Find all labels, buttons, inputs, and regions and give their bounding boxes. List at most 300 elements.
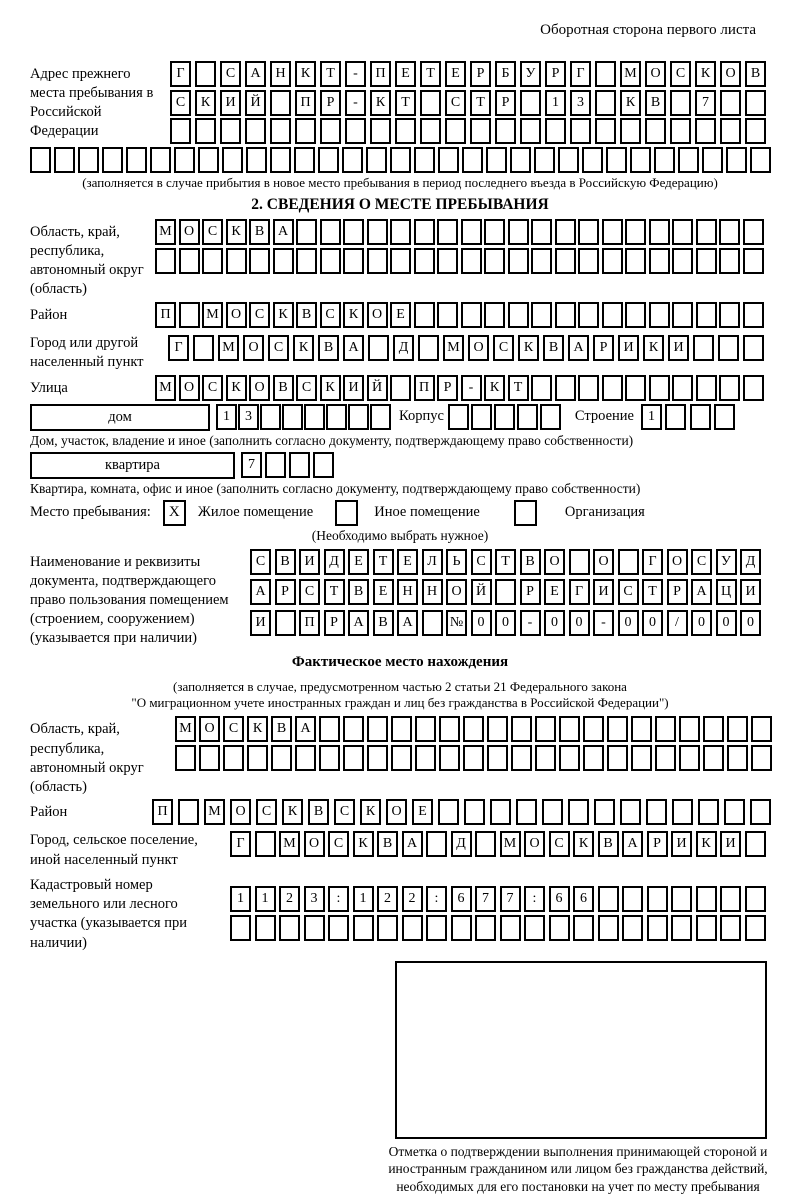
- char-cell[interactable]: С: [220, 61, 241, 87]
- char-cell[interactable]: [607, 745, 628, 771]
- char-cell[interactable]: [517, 404, 538, 430]
- char-cell[interactable]: [647, 915, 668, 941]
- char-cell[interactable]: [719, 302, 740, 328]
- char-cell[interactable]: Т: [324, 579, 345, 605]
- char-cell[interactable]: [222, 147, 243, 173]
- char-cell[interactable]: В: [275, 549, 296, 575]
- char-cell[interactable]: [625, 248, 646, 274]
- char-cell[interactable]: [578, 248, 599, 274]
- char-cell[interactable]: [578, 375, 599, 401]
- char-cell[interactable]: [714, 404, 735, 430]
- char-cell[interactable]: В: [543, 335, 564, 361]
- char-cell[interactable]: [279, 915, 300, 941]
- char-cell[interactable]: [420, 118, 441, 144]
- char-cell[interactable]: [126, 147, 147, 173]
- char-cell[interactable]: С: [202, 375, 223, 401]
- char-cell[interactable]: [511, 745, 532, 771]
- char-cell[interactable]: /: [667, 610, 688, 636]
- char-cell[interactable]: [720, 90, 741, 116]
- char-cell[interactable]: [202, 248, 223, 274]
- char-cell[interactable]: [437, 302, 458, 328]
- char-cell[interactable]: И: [250, 610, 271, 636]
- checkbox-zhiloe[interactable]: X: [163, 500, 186, 526]
- char-cell[interactable]: [175, 745, 196, 771]
- char-cell[interactable]: [620, 118, 641, 144]
- char-cell[interactable]: [655, 745, 676, 771]
- char-cell[interactable]: П: [370, 61, 391, 87]
- char-cell[interactable]: [745, 831, 766, 857]
- char-cell[interactable]: [559, 716, 580, 742]
- char-cell[interactable]: [595, 118, 616, 144]
- char-cell[interactable]: Е: [390, 302, 411, 328]
- char-cell[interactable]: [260, 404, 281, 430]
- char-cell[interactable]: [745, 886, 766, 912]
- char-cell[interactable]: О: [720, 61, 741, 87]
- char-cell[interactable]: 3: [304, 886, 325, 912]
- char-cell[interactable]: [696, 248, 717, 274]
- char-cell[interactable]: [226, 248, 247, 274]
- char-cell[interactable]: В: [520, 549, 541, 575]
- char-cell[interactable]: [645, 118, 666, 144]
- char-cell[interactable]: [348, 404, 369, 430]
- char-cell[interactable]: [531, 219, 552, 245]
- char-cell[interactable]: [726, 147, 747, 173]
- char-cell[interactable]: [696, 302, 717, 328]
- char-cell[interactable]: В: [745, 61, 766, 87]
- char-cell[interactable]: [195, 118, 216, 144]
- char-cell[interactable]: [471, 404, 492, 430]
- char-cell[interactable]: Г: [569, 579, 590, 605]
- char-cell[interactable]: О: [667, 549, 688, 575]
- char-cell[interactable]: [647, 886, 668, 912]
- char-cell[interactable]: [249, 248, 270, 274]
- char-cell[interactable]: 0: [471, 610, 492, 636]
- char-cell[interactable]: С: [445, 90, 466, 116]
- char-cell[interactable]: [470, 118, 491, 144]
- char-cell[interactable]: [535, 745, 556, 771]
- char-cell[interactable]: [342, 147, 363, 173]
- char-cell[interactable]: О: [544, 549, 565, 575]
- char-cell[interactable]: [414, 248, 435, 274]
- char-cell[interactable]: [671, 886, 692, 912]
- char-cell[interactable]: А: [397, 610, 418, 636]
- char-cell[interactable]: [743, 219, 764, 245]
- char-cell[interactable]: О: [304, 831, 325, 857]
- char-cell[interactable]: [555, 248, 576, 274]
- char-cell[interactable]: [422, 610, 443, 636]
- char-cell[interactable]: [295, 745, 316, 771]
- char-cell[interactable]: К: [247, 716, 268, 742]
- char-cell[interactable]: [255, 831, 276, 857]
- char-cell[interactable]: К: [293, 335, 314, 361]
- char-cell[interactable]: [368, 335, 389, 361]
- char-cell[interactable]: Ь: [446, 549, 467, 575]
- char-cell[interactable]: :: [328, 886, 349, 912]
- char-cell[interactable]: [193, 335, 214, 361]
- char-cell[interactable]: [391, 716, 412, 742]
- char-cell[interactable]: [618, 549, 639, 575]
- char-cell[interactable]: [622, 915, 643, 941]
- char-cell[interactable]: [631, 716, 652, 742]
- char-cell[interactable]: 1: [255, 886, 276, 912]
- char-cell[interactable]: [569, 549, 590, 575]
- char-cell[interactable]: А: [295, 716, 316, 742]
- char-cell[interactable]: [719, 375, 740, 401]
- char-cell[interactable]: Р: [667, 579, 688, 605]
- char-cell[interactable]: Р: [545, 61, 566, 87]
- char-cell[interactable]: [367, 716, 388, 742]
- char-cell[interactable]: [542, 799, 563, 825]
- char-cell[interactable]: [326, 404, 347, 430]
- char-cell[interactable]: [282, 404, 303, 430]
- char-cell[interactable]: Г: [230, 831, 251, 857]
- char-cell[interactable]: [727, 745, 748, 771]
- char-cell[interactable]: 2: [279, 886, 300, 912]
- char-cell[interactable]: 0: [740, 610, 761, 636]
- char-cell[interactable]: [671, 915, 692, 941]
- char-cell[interactable]: О: [593, 549, 614, 575]
- char-cell[interactable]: [318, 147, 339, 173]
- char-cell[interactable]: [320, 118, 341, 144]
- kvartira-field[interactable]: [30, 452, 235, 479]
- char-cell[interactable]: К: [273, 302, 294, 328]
- char-cell[interactable]: [625, 219, 646, 245]
- char-cell[interactable]: [304, 915, 325, 941]
- char-cell[interactable]: [328, 915, 349, 941]
- char-cell[interactable]: [500, 915, 521, 941]
- char-cell[interactable]: Л: [422, 549, 443, 575]
- char-cell[interactable]: [583, 716, 604, 742]
- char-cell[interactable]: К: [695, 61, 716, 87]
- char-cell[interactable]: [510, 147, 531, 173]
- char-cell[interactable]: И: [618, 335, 639, 361]
- char-cell[interactable]: С: [471, 549, 492, 575]
- char-cell[interactable]: [415, 745, 436, 771]
- char-cell[interactable]: [402, 915, 423, 941]
- char-cell[interactable]: [475, 831, 496, 857]
- char-cell[interactable]: [179, 302, 200, 328]
- char-cell[interactable]: [353, 915, 374, 941]
- char-cell[interactable]: [296, 248, 317, 274]
- char-cell[interactable]: С: [296, 375, 317, 401]
- char-cell[interactable]: [437, 219, 458, 245]
- char-cell[interactable]: П: [155, 302, 176, 328]
- char-cell[interactable]: [649, 302, 670, 328]
- char-cell[interactable]: [494, 404, 515, 430]
- char-cell[interactable]: Ц: [716, 579, 737, 605]
- char-cell[interactable]: Д: [324, 549, 345, 575]
- char-cell[interactable]: -: [461, 375, 482, 401]
- char-cell[interactable]: [602, 302, 623, 328]
- char-cell[interactable]: [693, 335, 714, 361]
- char-cell[interactable]: [670, 90, 691, 116]
- char-cell[interactable]: Г: [570, 61, 591, 87]
- char-cell[interactable]: [696, 915, 717, 941]
- char-cell[interactable]: [345, 118, 366, 144]
- char-cell[interactable]: [555, 219, 576, 245]
- char-cell[interactable]: [679, 745, 700, 771]
- char-cell[interactable]: [696, 375, 717, 401]
- char-cell[interactable]: -: [345, 61, 366, 87]
- char-cell[interactable]: С: [670, 61, 691, 87]
- char-cell[interactable]: Т: [320, 61, 341, 87]
- char-cell[interactable]: [703, 716, 724, 742]
- char-cell[interactable]: Т: [495, 549, 516, 575]
- char-cell[interactable]: [247, 745, 268, 771]
- char-cell[interactable]: [391, 745, 412, 771]
- char-cell[interactable]: [750, 147, 771, 173]
- char-cell[interactable]: К: [643, 335, 664, 361]
- char-cell[interactable]: М: [202, 302, 223, 328]
- char-cell[interactable]: Г: [168, 335, 189, 361]
- char-cell[interactable]: -: [520, 610, 541, 636]
- char-cell[interactable]: И: [720, 831, 741, 857]
- char-cell[interactable]: С: [691, 549, 712, 575]
- char-cell[interactable]: И: [593, 579, 614, 605]
- char-cell[interactable]: [289, 452, 310, 478]
- char-cell[interactable]: М: [443, 335, 464, 361]
- char-cell[interactable]: [602, 375, 623, 401]
- char-cell[interactable]: Б: [495, 61, 516, 87]
- char-cell[interactable]: В: [308, 799, 329, 825]
- char-cell[interactable]: [490, 799, 511, 825]
- char-cell[interactable]: Е: [373, 579, 394, 605]
- char-cell[interactable]: [343, 745, 364, 771]
- char-cell[interactable]: [598, 915, 619, 941]
- char-cell[interactable]: [475, 915, 496, 941]
- char-cell[interactable]: М: [218, 335, 239, 361]
- char-cell[interactable]: К: [573, 831, 594, 857]
- char-cell[interactable]: [439, 716, 460, 742]
- char-cell[interactable]: [270, 90, 291, 116]
- char-cell[interactable]: [511, 716, 532, 742]
- char-cell[interactable]: В: [249, 219, 270, 245]
- char-cell[interactable]: [743, 375, 764, 401]
- char-cell[interactable]: [743, 302, 764, 328]
- char-cell[interactable]: [508, 248, 529, 274]
- char-cell[interactable]: 1: [353, 886, 374, 912]
- char-cell[interactable]: [418, 335, 439, 361]
- char-cell[interactable]: [649, 248, 670, 274]
- char-cell[interactable]: 3: [238, 404, 259, 430]
- char-cell[interactable]: [320, 219, 341, 245]
- char-cell[interactable]: [343, 248, 364, 274]
- char-cell[interactable]: [390, 248, 411, 274]
- char-cell[interactable]: [594, 799, 615, 825]
- char-cell[interactable]: [508, 302, 529, 328]
- char-cell[interactable]: [223, 745, 244, 771]
- char-cell[interactable]: [463, 745, 484, 771]
- char-cell[interactable]: [319, 716, 340, 742]
- char-cell[interactable]: [246, 147, 267, 173]
- char-cell[interactable]: С: [493, 335, 514, 361]
- char-cell[interactable]: М: [620, 61, 641, 87]
- char-cell[interactable]: [745, 915, 766, 941]
- char-cell[interactable]: Е: [544, 579, 565, 605]
- char-cell[interactable]: [255, 915, 276, 941]
- char-cell[interactable]: [751, 745, 772, 771]
- char-cell[interactable]: [531, 248, 552, 274]
- char-cell[interactable]: [606, 147, 627, 173]
- char-cell[interactable]: К: [353, 831, 374, 857]
- char-cell[interactable]: [438, 147, 459, 173]
- char-cell[interactable]: Р: [320, 90, 341, 116]
- char-cell[interactable]: Р: [520, 579, 541, 605]
- char-cell[interactable]: С: [170, 90, 191, 116]
- char-cell[interactable]: [390, 219, 411, 245]
- char-cell[interactable]: [524, 915, 545, 941]
- char-cell[interactable]: [625, 375, 646, 401]
- char-cell[interactable]: К: [360, 799, 381, 825]
- char-cell[interactable]: [516, 799, 537, 825]
- char-cell[interactable]: Г: [642, 549, 663, 575]
- char-cell[interactable]: Р: [275, 579, 296, 605]
- char-cell[interactable]: [745, 118, 766, 144]
- char-cell[interactable]: [620, 799, 641, 825]
- char-cell[interactable]: Р: [647, 831, 668, 857]
- char-cell[interactable]: [271, 745, 292, 771]
- char-cell[interactable]: [448, 404, 469, 430]
- char-cell[interactable]: [220, 118, 241, 144]
- char-cell[interactable]: [718, 335, 739, 361]
- char-cell[interactable]: [370, 404, 391, 430]
- char-cell[interactable]: 7: [695, 90, 716, 116]
- char-cell[interactable]: Е: [397, 549, 418, 575]
- char-cell[interactable]: 6: [549, 886, 570, 912]
- char-cell[interactable]: [495, 118, 516, 144]
- char-cell[interactable]: [672, 302, 693, 328]
- char-cell[interactable]: [743, 248, 764, 274]
- char-cell[interactable]: [390, 375, 411, 401]
- char-cell[interactable]: [484, 248, 505, 274]
- char-cell[interactable]: [672, 375, 693, 401]
- char-cell[interactable]: [461, 248, 482, 274]
- char-cell[interactable]: [294, 147, 315, 173]
- char-cell[interactable]: [743, 335, 764, 361]
- char-cell[interactable]: К: [282, 799, 303, 825]
- char-cell[interactable]: 0: [642, 610, 663, 636]
- char-cell[interactable]: [319, 745, 340, 771]
- char-cell[interactable]: Т: [642, 579, 663, 605]
- char-cell[interactable]: [420, 90, 441, 116]
- char-cell[interactable]: [649, 375, 670, 401]
- char-cell[interactable]: В: [296, 302, 317, 328]
- char-cell[interactable]: А: [343, 335, 364, 361]
- char-cell[interactable]: О: [386, 799, 407, 825]
- char-cell[interactable]: 7: [475, 886, 496, 912]
- char-cell[interactable]: Д: [393, 335, 414, 361]
- char-cell[interactable]: Й: [245, 90, 266, 116]
- char-cell[interactable]: О: [199, 716, 220, 742]
- char-cell[interactable]: [245, 118, 266, 144]
- char-cell[interactable]: [558, 147, 579, 173]
- checkbox-organizaciya[interactable]: [514, 500, 537, 526]
- char-cell[interactable]: [678, 147, 699, 173]
- char-cell[interactable]: [622, 886, 643, 912]
- char-cell[interactable]: О: [179, 375, 200, 401]
- char-cell[interactable]: П: [152, 799, 173, 825]
- char-cell[interactable]: [487, 716, 508, 742]
- char-cell[interactable]: [665, 404, 686, 430]
- char-cell[interactable]: [540, 404, 561, 430]
- char-cell[interactable]: [690, 404, 711, 430]
- char-cell[interactable]: П: [299, 610, 320, 636]
- char-cell[interactable]: [531, 302, 552, 328]
- char-cell[interactable]: [520, 90, 541, 116]
- char-cell[interactable]: [270, 118, 291, 144]
- char-cell[interactable]: [195, 61, 216, 87]
- char-cell[interactable]: [573, 915, 594, 941]
- char-cell[interactable]: [367, 248, 388, 274]
- char-cell[interactable]: [672, 799, 693, 825]
- char-cell[interactable]: С: [549, 831, 570, 857]
- char-cell[interactable]: [531, 375, 552, 401]
- char-cell[interactable]: О: [226, 302, 247, 328]
- char-cell[interactable]: Т: [470, 90, 491, 116]
- char-cell[interactable]: [703, 745, 724, 771]
- char-cell[interactable]: [426, 915, 447, 941]
- checkbox-inoe[interactable]: [335, 500, 358, 526]
- char-cell[interactable]: Е: [412, 799, 433, 825]
- char-cell[interactable]: [555, 302, 576, 328]
- char-cell[interactable]: И: [299, 549, 320, 575]
- char-cell[interactable]: 1: [545, 90, 566, 116]
- char-cell[interactable]: [720, 118, 741, 144]
- char-cell[interactable]: 7: [500, 886, 521, 912]
- char-cell[interactable]: А: [250, 579, 271, 605]
- char-cell[interactable]: А: [245, 61, 266, 87]
- char-cell[interactable]: [414, 147, 435, 173]
- char-cell[interactable]: О: [645, 61, 666, 87]
- char-cell[interactable]: Н: [397, 579, 418, 605]
- char-cell[interactable]: [672, 248, 693, 274]
- char-cell[interactable]: [679, 716, 700, 742]
- char-cell[interactable]: С: [249, 302, 270, 328]
- char-cell[interactable]: Н: [422, 579, 443, 605]
- char-cell[interactable]: 1: [230, 886, 251, 912]
- char-cell[interactable]: [230, 915, 251, 941]
- char-cell[interactable]: Р: [495, 90, 516, 116]
- char-cell[interactable]: Е: [445, 61, 466, 87]
- char-cell[interactable]: [270, 147, 291, 173]
- char-cell[interactable]: А: [348, 610, 369, 636]
- char-cell[interactable]: [655, 716, 676, 742]
- char-cell[interactable]: [578, 219, 599, 245]
- char-cell[interactable]: [377, 915, 398, 941]
- char-cell[interactable]: О: [243, 335, 264, 361]
- char-cell[interactable]: [495, 579, 516, 605]
- char-cell[interactable]: Т: [508, 375, 529, 401]
- char-cell[interactable]: [414, 302, 435, 328]
- char-cell[interactable]: [549, 915, 570, 941]
- char-cell[interactable]: К: [370, 90, 391, 116]
- char-cell[interactable]: [273, 248, 294, 274]
- char-cell[interactable]: О: [367, 302, 388, 328]
- char-cell[interactable]: [445, 118, 466, 144]
- char-cell[interactable]: [487, 745, 508, 771]
- char-cell[interactable]: [370, 118, 391, 144]
- char-cell[interactable]: [595, 61, 616, 87]
- char-cell[interactable]: 2: [377, 886, 398, 912]
- char-cell[interactable]: Г: [170, 61, 191, 87]
- char-cell[interactable]: [295, 118, 316, 144]
- char-cell[interactable]: С: [223, 716, 244, 742]
- char-cell[interactable]: К: [295, 61, 316, 87]
- char-cell[interactable]: И: [220, 90, 241, 116]
- char-cell[interactable]: М: [279, 831, 300, 857]
- char-cell[interactable]: [695, 118, 716, 144]
- char-cell[interactable]: [727, 716, 748, 742]
